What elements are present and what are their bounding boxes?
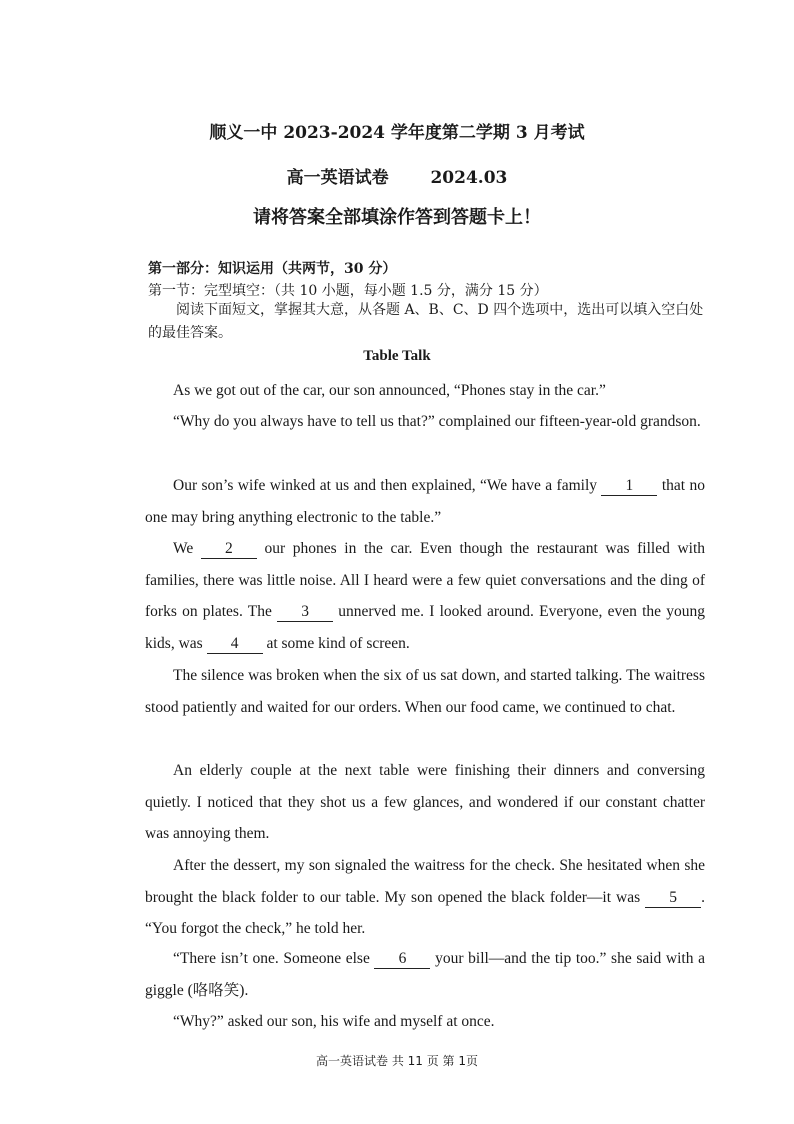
instructions: 阅读下面短文，掌握其大意，从各题 A、B、C、D 四个选项中，选出可以填入空白处的最佳答案。 bbox=[148, 302, 704, 341]
paragraph-2: “Why do you always have to tell us that?” complained our fifteen-year-old grandson. bbox=[173, 413, 701, 430]
exam-date: 2024.03 bbox=[430, 168, 508, 188]
page-footer: 高一英语试卷 共 11 页 第 1页 bbox=[316, 1054, 478, 1068]
paragraph-3-text-b: that no one may bring anything electronic to the table.” bbox=[145, 477, 705, 526]
exam-subtitle bbox=[0, 163, 794, 188]
paragraph-3 bbox=[145, 470, 705, 533]
paragraph-3-text-a: Our son’s wife winked at us and then explained, “We have a family bbox=[173, 477, 602, 494]
paragraph-9: “Why?” asked our son, his wife and myself at once. bbox=[173, 1013, 495, 1030]
paragraph-7 bbox=[145, 850, 705, 945]
paragraph-4-text-a: We bbox=[173, 540, 201, 557]
paragraph-4-text-b: our phones in the car. Even though the restaurant was filled with families, there was little noise. All I heard were a few quiet conversations and the ding of forks on plates. The bbox=[145, 540, 705, 620]
part-heading: 第一部分：知识运用（共两节，30 分） bbox=[148, 261, 397, 277]
paragraph-8-text-a: “There isn’t one. Someone else bbox=[173, 950, 375, 967]
paragraph-7-text-b: . “You forgot the check,” he told her. bbox=[145, 888, 705, 937]
paragraph-1: As we got out of the car, our son announced, “Phones stay in the car.” bbox=[173, 382, 606, 399]
article-title: Table Talk bbox=[363, 348, 431, 364]
blank-1: 1 bbox=[601, 477, 657, 496]
section-heading: 第一节：完型填空：（共 10 小题，每小题 1.5 分，满分 15 分） bbox=[148, 283, 548, 299]
answer-notice: 请将答案全部填涂作答到答题卡上！ bbox=[253, 207, 541, 228]
blank-5: 5 bbox=[645, 889, 701, 908]
paragraph-4-text-c: unnerved me. I looked around. Everyone, even the young kids, was bbox=[145, 603, 705, 652]
blank-4: 4 bbox=[207, 635, 263, 654]
paragraph-4-text-d: at some kind of screen. bbox=[262, 634, 410, 652]
blank-6: 6 bbox=[374, 950, 430, 969]
paragraph-7-text-a: After the dessert, my son signaled the waitress for the check. She hesitated when she brought the black folder to our table. My son opened the black folder—it was bbox=[145, 857, 705, 906]
paragraph-6: An elderly couple at the next table were finishing their dinners and conversing quietly. I noticed that they shot us a few glances, and wondered if our constant chatter was annoying them. bbox=[145, 762, 705, 842]
paragraph-8-text-b: your bill—and the tip too.” she said with a giggle (咯咯笑). bbox=[145, 950, 705, 999]
blank-2: 2 bbox=[201, 540, 257, 559]
paragraph-4 bbox=[145, 533, 705, 659]
exam-title: 顺义一中 2023-2024 学年度第二学期 3 月考试 bbox=[209, 123, 585, 143]
paragraph-5: The silence was broken when the six of us sat down, and started talking. The waitress stood patiently and waited for our orders. When our food came, we continued to chat. bbox=[145, 667, 705, 716]
subject-label: 高一英语试卷 bbox=[286, 168, 389, 188]
blank-3: 3 bbox=[277, 603, 333, 622]
paragraph-8 bbox=[145, 943, 705, 1006]
